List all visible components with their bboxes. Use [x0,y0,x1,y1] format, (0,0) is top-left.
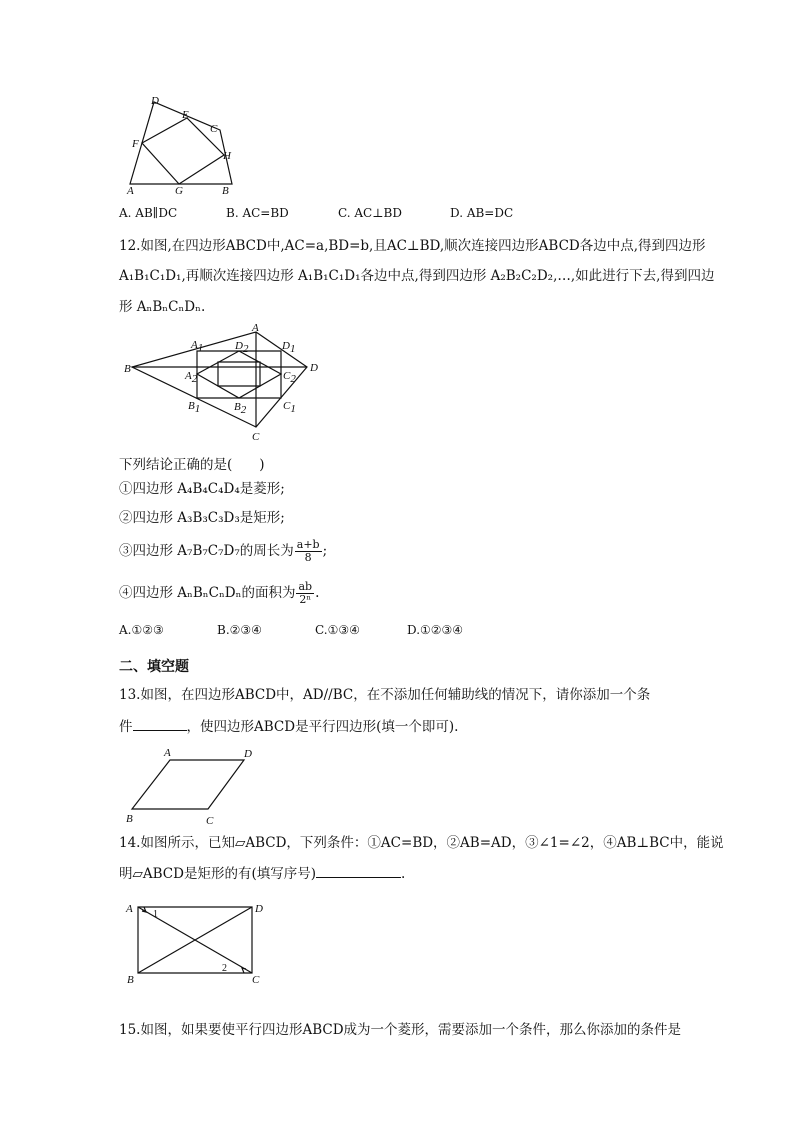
q12-statement-4: ④四边形 AₙBₙCₙDₙ的面积为 $\frac{ab}{\text{2ⁿ}}$ . [119,580,320,606]
label-C1: C1 [283,400,296,415]
label-B: B [126,813,133,825]
label-D2: D2 [235,340,249,355]
label-C2: C2 [283,370,296,385]
label-D: D [310,362,318,374]
rect-a3b3c3d3 [218,362,260,386]
figure-q11 [120,92,250,202]
q12-option-a[interactable]: A.①②③ [119,623,164,637]
q12-statement-2: ②四边形 A₃B₃C₃D₃是矩形; [119,510,285,526]
label-C: C [252,431,260,443]
fraction-area: $\frac{ab}{\text{2ⁿ}}$ [298,580,313,606]
label-A: A [164,747,171,759]
q12-line2: A₁B₁C₁D₁,再顺次连接四边形 A₁B₁C₁D₁各边中点,得到四边形 A₂B₂C₂D₂,…,如此进行下去,得到四边 [119,268,715,284]
q12-statement-3: ③四边形 A₇B₇C₇D₇的周长为 $\frac{a+b}{8}$ ; [119,538,328,564]
label-A: A [126,903,133,915]
q12-statement-1: ①四边形 A₄B₄C₄D₄是菱形; [119,481,285,497]
q11-options [119,206,513,220]
label-A2: A2 [185,370,198,385]
q12-option-d[interactable]: D.①②③④ [407,623,464,637]
q12-option-b[interactable]: B.②③④ [217,623,262,637]
label-D1: D1 [282,340,296,355]
label-B: B [124,363,131,375]
q11-option-a[interactable]: A. AB∥DC [119,206,178,220]
label-A: A [252,322,259,334]
q15-line1: 15.如图，如果要使平行四边形ABCD成为一个菱形，需要添加一个条件，那么你添加的条件是 [119,1022,682,1038]
label-D: D [151,95,159,107]
q14-line2: 明▱ABCD是矩形的有(填写序号) . [119,866,406,882]
label-H: H [223,150,231,162]
label-C: C [210,123,218,135]
label-B: B [127,974,134,986]
q12-line1: 12.如图,在四边形ABCD中,AC=a,BD=b,且AC⊥BD,顺次连接四边形ABCD各边中点,得到四边形 [119,238,706,254]
q13-line2: 件 ，使四边形ABCD是平行四边形(填一个即可). [119,719,459,735]
label-C: C [206,815,214,827]
figure-q12 [122,322,332,446]
label-A1: A1 [191,339,204,354]
fraction-perimeter: $\frac{a+b}{8}$ [296,538,320,564]
label-G: G [175,185,183,197]
angle-2-mark [242,968,246,973]
section-heading-fill-in: 二、填空题 [119,659,189,675]
rect-a1b1c1d1 [197,351,281,398]
label-D: D [244,748,252,760]
rhombus-a2b2c2d2 [197,351,281,398]
q12-option-c[interactable]: C.①③④ [315,623,360,637]
label-B2: B2 [234,401,247,416]
label-A: A [127,185,134,197]
label-B1: B1 [188,400,201,415]
q11-option-b[interactable]: B. AC=BD [226,206,289,220]
label-angle-2: 2 [222,963,227,974]
label-B: B [222,185,229,197]
label-D: D [255,903,263,915]
q12-question: 下列结论正确的是( ) [119,457,265,473]
label-C: C [252,974,260,986]
q11-option-d[interactable]: D. AB=DC [450,206,514,220]
q13-answer-blank[interactable] [133,718,187,731]
label-E: E [182,109,189,121]
label-angle-1: 1 [153,909,158,920]
q12-line3: 形 AₙBₙCₙDₙ. [119,299,206,315]
q11-option-c[interactable]: C. AC⊥BD [338,206,402,220]
label-F: F [132,138,139,150]
q14-answer-blank[interactable] [316,865,401,878]
figure-q14 [124,898,274,990]
figure-q13 [122,744,262,828]
quad-abcd-outline [130,102,232,184]
parallelogram-abcd [132,760,244,809]
q13-line1: 13.如图，在四边形ABCD中，AD//BC，在不添加任何辅助线的情况下，请你添加一个条 [119,687,651,703]
q12-options [119,623,463,637]
q14-line1: 14.如图所示，已知▱ABCD，下列条件：①AC=BD，②AB=AD，③∠1=∠2，④AB⊥BC中，能说 [119,835,724,851]
